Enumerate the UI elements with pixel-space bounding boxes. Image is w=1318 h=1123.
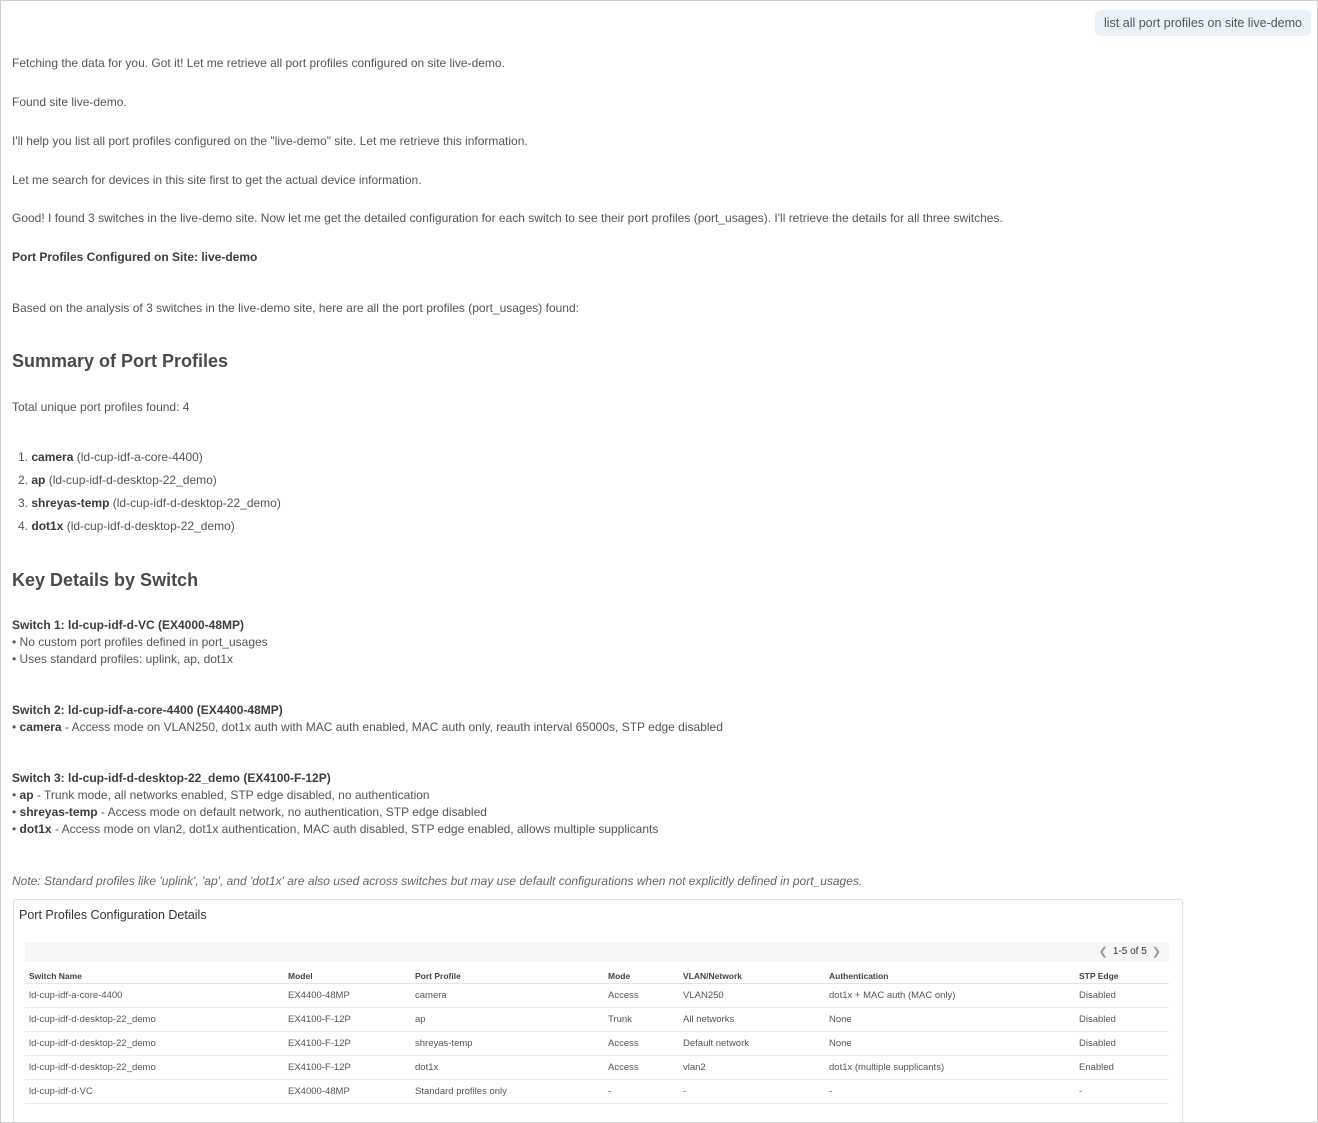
bullet: •	[12, 805, 17, 819]
table-cell: -	[679, 1080, 825, 1104]
table-cell: Disabled	[1075, 1008, 1169, 1032]
switch-1-line-1: • No custom port profiles defined in port_usages	[12, 635, 268, 649]
table-row	[25, 984, 1169, 1008]
analysis-paragraph: Based on the analysis of 3 switches in the live-demo site, here are all the port profiles (port_usages) found:	[12, 301, 579, 315]
list-item	[18, 496, 281, 510]
config-table-card	[13, 899, 1183, 1123]
table-row	[25, 1080, 1169, 1104]
table-cell: camera	[411, 984, 604, 1008]
table-cell: Trunk	[604, 1008, 679, 1032]
table-cell: Access	[604, 1056, 679, 1080]
profile-name: ap	[31, 473, 46, 487]
note-text: Note: Standard profiles like 'uplink', 'ap', and 'dot1x' are also used across switches but may use default configurations when not explicitly defined in port_usages.	[12, 874, 863, 888]
profile-name: shreyas-temp	[31, 496, 110, 510]
list-number: 2.	[18, 473, 29, 487]
response-paragraph-4: Let me search for devices in this site first to get the actual device information.	[12, 173, 422, 187]
table-cell: ld-cup-idf-d-desktop-22_demo	[25, 1008, 284, 1032]
column-header[interactable]: Authentication	[825, 967, 1075, 984]
list-number: 4.	[18, 519, 29, 533]
profile-description: - Access mode on vlan2, dot1x authentication, MAC auth disabled, STP edge enabled, allows multiple supplicants	[51, 822, 659, 836]
table-card-title: Port Profiles Configuration Details	[19, 908, 207, 922]
total-profiles-text: Total unique port profiles found: 4	[12, 400, 190, 414]
column-header[interactable]: STP Edge	[1075, 967, 1169, 984]
table-cell: ld-cup-idf-d-desktop-22_demo	[25, 1056, 284, 1080]
table-cell: ap	[411, 1008, 604, 1032]
table-cell: VLAN250	[679, 984, 825, 1008]
table-cell: All networks	[679, 1008, 825, 1032]
profile-name: dot1x	[31, 519, 64, 533]
profile-description: - Trunk mode, all networks enabled, STP edge disabled, no authentication	[33, 788, 430, 802]
list-number: 1.	[18, 450, 29, 464]
table-cell: Disabled	[1075, 1032, 1169, 1056]
table-row	[25, 1008, 1169, 1032]
response-paragraph-1: Fetching the data for you. Got it! Let me retrieve all port profiles configured on site live-demo.	[12, 56, 505, 70]
user-message-bubble: list all port profiles on site live-demo	[1095, 10, 1311, 36]
table-row	[25, 1032, 1169, 1056]
table-header-row	[25, 967, 1169, 984]
switch-3-line-1	[12, 788, 430, 802]
table-cell: -	[1075, 1080, 1169, 1104]
key-details-heading: Key Details by Switch	[12, 570, 199, 590]
bullet: •	[12, 720, 17, 734]
table-cell: EX4100-F-12P	[284, 1032, 411, 1056]
switch-1-title: Switch 1: ld-cup-idf-d-VC (EX4000-48MP)	[12, 618, 245, 632]
column-header[interactable]: VLAN/Network	[679, 967, 825, 984]
table-cell: Enabled	[1075, 1056, 1169, 1080]
table-cell: EX4000-48MP	[284, 1080, 411, 1104]
response-paragraph-5: Good! I found 3 switches in the live-demo site. Now let me get the detailed configuration for each switch to see their port profiles (port_usages). I'll retrieve the details for all three switches.	[12, 211, 1003, 225]
profile-description: - Access mode on default network, no authentication, STP edge disabled	[97, 805, 487, 819]
column-header[interactable]: Port Profile	[411, 967, 604, 984]
profile-name: dot1x	[19, 822, 52, 836]
config-table	[25, 967, 1169, 1104]
table-cell: -	[825, 1080, 1075, 1104]
list-number: 3.	[18, 496, 29, 510]
table-cell: Disabled	[1075, 984, 1169, 1008]
table-cell: dot1x	[411, 1056, 604, 1080]
table-cell: EX4100-F-12P	[284, 1008, 411, 1032]
table-cell: EX4400-48MP	[284, 984, 411, 1008]
table-cell: ld-cup-idf-a-core-4400	[25, 984, 284, 1008]
table-cell: EX4100-F-12P	[284, 1056, 411, 1080]
profile-detail: (ld-cup-idf-d-desktop-22_demo)	[66, 519, 235, 533]
switch-3-line-2	[12, 805, 487, 819]
table-cell: None	[825, 1032, 1075, 1056]
bullet: •	[12, 822, 17, 836]
profile-detail: (ld-cup-idf-d-desktop-22_demo)	[48, 473, 217, 487]
profile-description: - Access mode on VLAN250, dot1x auth with MAC auth enabled, MAC auth only, reauth interval 65000s, STP edge disabled	[61, 720, 723, 734]
switch-2-title: Switch 2: ld-cup-idf-a-core-4400 (EX4400-48MP)	[12, 703, 283, 717]
port-profiles-heading: Port Profiles Configured on Site: live-demo	[12, 250, 258, 264]
response-paragraph-3: I'll help you list all port profiles configured on the "live-demo" site. Let me retrieve this information.	[12, 134, 528, 148]
table-cell: ld-cup-idf-d-VC	[25, 1080, 284, 1104]
column-header[interactable]: Switch Name	[25, 967, 284, 984]
switch-3-line-3	[12, 822, 658, 836]
table-cell: dot1x (multiple supplicants)	[825, 1056, 1075, 1080]
profile-name: camera	[31, 450, 74, 464]
summary-heading: Summary of Port Profiles	[12, 351, 229, 371]
switch-3-title: Switch 3: ld-cup-idf-d-desktop-22_demo (EX4100-F-12P)	[12, 771, 331, 785]
table-cell: vlan2	[679, 1056, 825, 1080]
chevron-left-icon[interactable]: ❮	[1098, 946, 1108, 958]
list-item	[18, 450, 203, 464]
switch-1-line-2: • Uses standard profiles: uplink, ap, dot1x	[12, 652, 233, 666]
pagination-text: 1-5 of 5	[1112, 946, 1147, 957]
column-header[interactable]: Model	[284, 967, 411, 984]
table-cell: Standard profiles only	[411, 1080, 604, 1104]
table-cell: Access	[604, 984, 679, 1008]
pagination	[1099, 945, 1161, 958]
profile-name: camera	[19, 720, 62, 734]
bullet: •	[12, 788, 17, 802]
switch-2-line-1	[12, 720, 723, 734]
table-cell: ld-cup-idf-d-desktop-22_demo	[25, 1032, 284, 1056]
profile-name: shreyas-temp	[19, 805, 98, 819]
profile-detail: (ld-cup-idf-a-core-4400)	[76, 450, 203, 464]
chevron-right-icon[interactable]: ❯	[1151, 946, 1161, 958]
table-cell: shreyas-temp	[411, 1032, 604, 1056]
table-cell: Access	[604, 1032, 679, 1056]
table-cell: Default network	[679, 1032, 825, 1056]
table-cell: None	[825, 1008, 1075, 1032]
list-item	[18, 519, 235, 533]
column-header[interactable]: Mode	[604, 967, 679, 984]
table-cell: dot1x + MAC auth (MAC only)	[825, 984, 1075, 1008]
profile-detail: (ld-cup-idf-d-desktop-22_demo)	[112, 496, 281, 510]
profile-name: ap	[19, 788, 34, 802]
list-item	[18, 473, 217, 487]
response-paragraph-2: Found site live-demo.	[12, 95, 127, 109]
table-row	[25, 1056, 1169, 1080]
table-toolbar	[25, 942, 1169, 962]
table-cell: -	[604, 1080, 679, 1104]
